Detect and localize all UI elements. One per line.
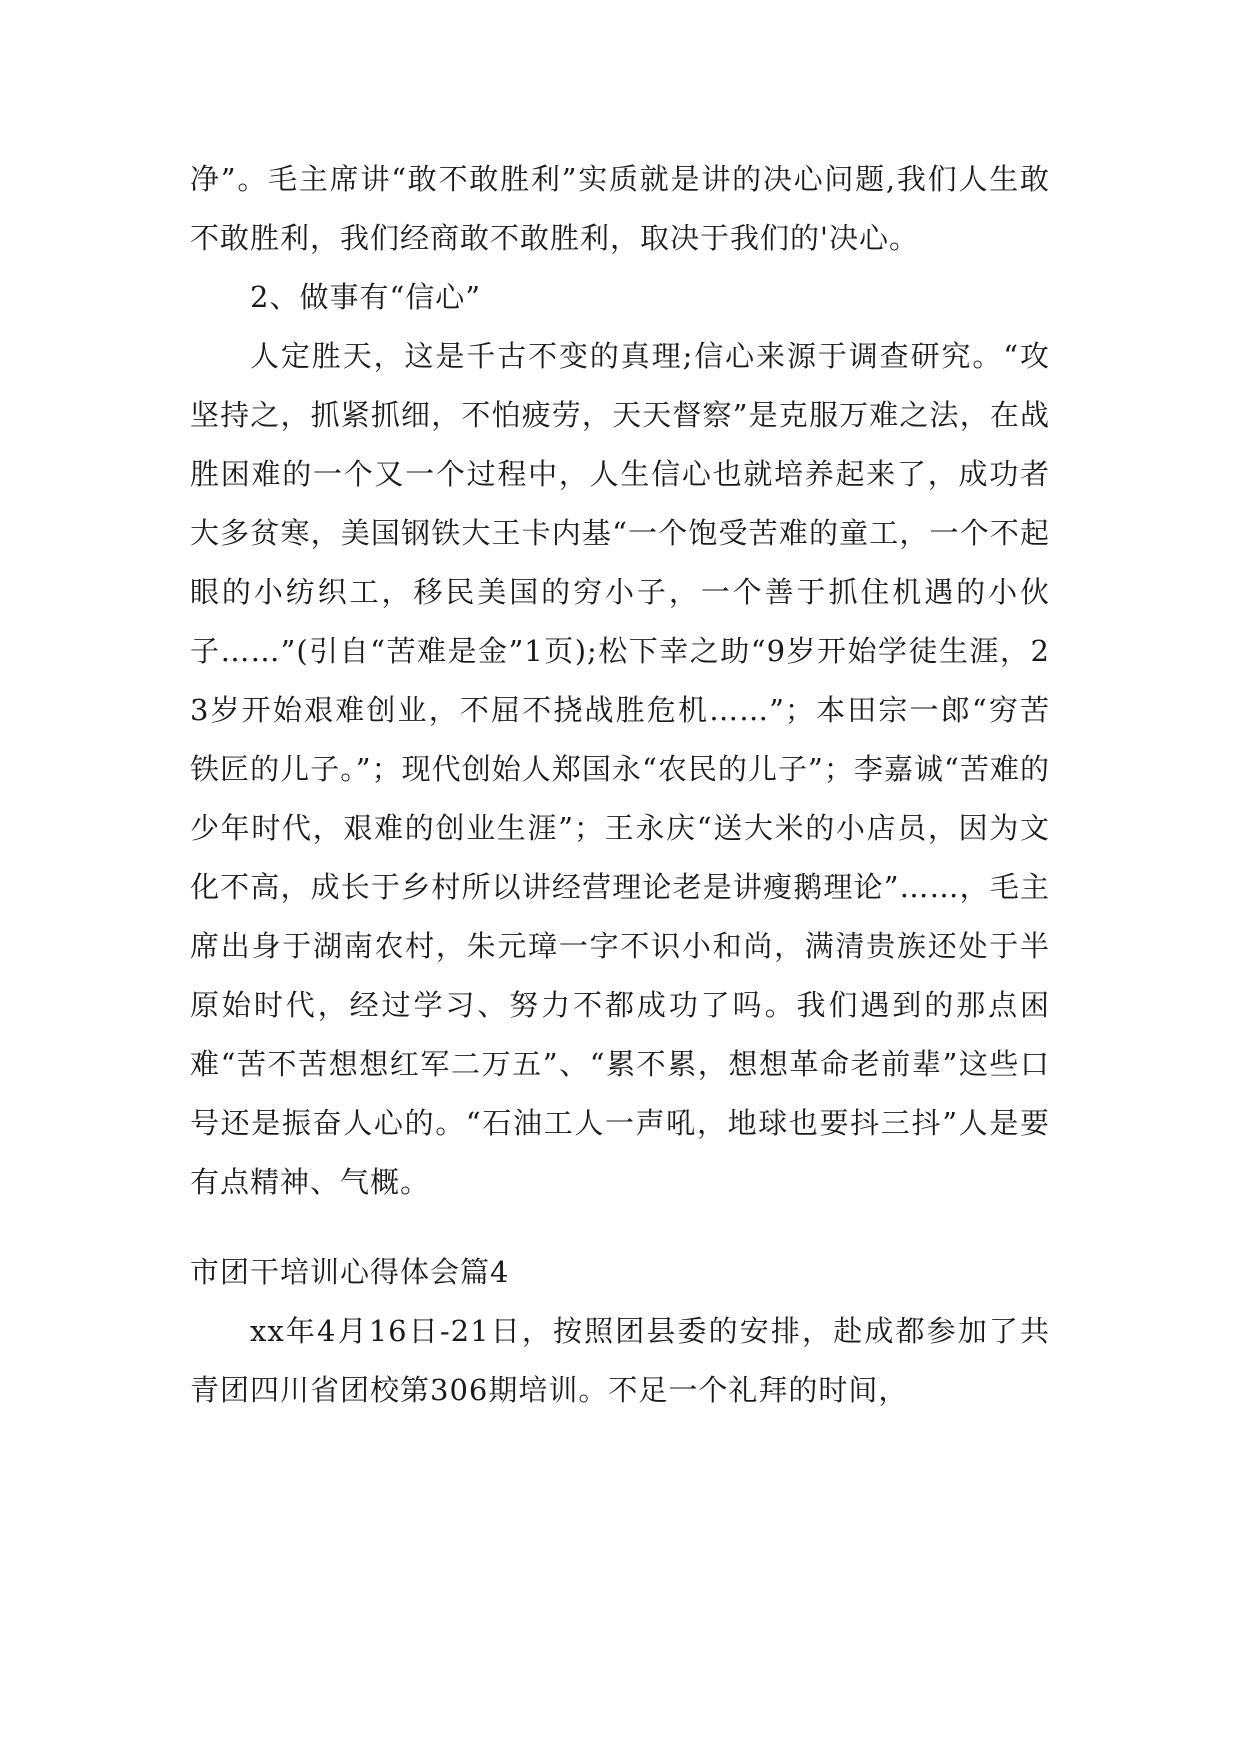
paragraph-training-intro: xx年4月16日-21日，按照团县委的安排，赴成都参加了共青团四川省团校第306期培训。不足一个礼拜的时间，: [190, 1314, 1050, 1407]
document-body: [190, 150, 1050, 1420]
subheading-confidence: 2、做事有“信心”: [250, 280, 482, 314]
paragraph-determination-continued: 净”。毛主席讲“敢不敢胜利”实质就是讲的决心问题,我们人生敢不敢胜利，我们经商敢不敢胜利，取决于我们的'决心。: [190, 162, 1050, 255]
paragraph-confidence: 人定胜天，这是千古不变的真理;信心来源于调查研究。“攻坚持之，抓紧抓细，不怕疲劳，天天督察”是克服万难之法，在战胜困难的一个又一个过程中，人生信心也就培养起来了，成功者大多贫寒，美国钢铁大王卡内基“一个饱受苦难的童工，一个不起眼的小纺织工，移民美国的穷小子，一个善于抓住机遇的小伙子……”(引自“苦难是金”1页);松下幸之助“9岁开始学徒生涯，23岁开始艰难创业，不屈不挠战胜危机……”；本田宗一郎“穷苦铁匠的儿子。”；现代创始人郑国永“农民的儿子”；李嘉诚“苦难的少年时代，艰难的创业生涯”；王永庆“送大米的小店员，因为文化不高，成长于乡村所以讲经营理论老是讲瘦鹅理论”……，毛主席出身于湖南农村，朱元璋一字不识小和尚，满清贵族还处于半原始时代，经过学习、努力不都成功了吗。我们遇到的那点困难“苦不苦想想红军二万五”、“累不累，想想革命老前辈”这些口号还是振奋人心的。“石油工人一声吼，地球也要抖三抖”人是要有点精神、气概。: [190, 339, 1050, 1199]
section-heading: 市团干培训心得体会篇4: [190, 1255, 510, 1289]
